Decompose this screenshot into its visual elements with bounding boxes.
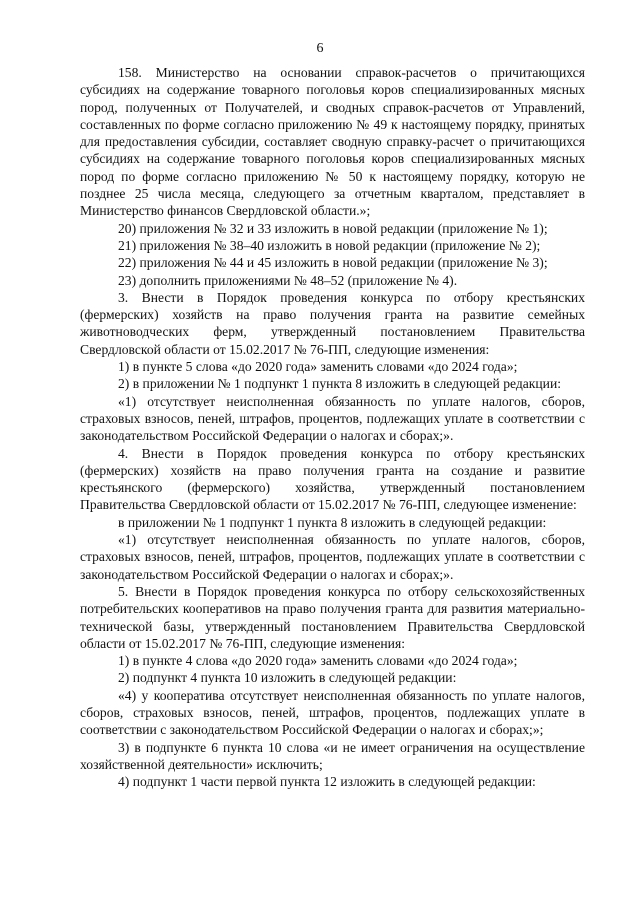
paragraph-item-21: 21) приложения № 38–40 изложить в новой редакции (приложение № 2); [118,237,541,253]
paragraph-section-3: 3. Внести в Порядок проведения конкурса по отбору крестьянских (фермерских) хозяйств на право получения гранта на развитие семейных животноводческих ферм, утвержденный постановлением Правительства Свердловской области от 15.02.2017 № 76-ПП, следующие изменения: [80,289,585,357]
paragraph-item-23: 23) дополнить приложениями № 48–52 (приложение № 4). [118,272,458,288]
paragraph-section-5-item-2: 2) подпункт 4 пункта 10 изложить в следующей редакции: [118,670,457,686]
page-number: 6 [316,41,324,56]
paragraph-section-3-quote: «1) отсутствует неисполненная обязанность по уплате налогов, сборов, страховых взносов, пеней, штрафов, процентов, подлежащих уплате в соответствии с законодательством Российской Федерации о налогах и сборах;». [80,393,585,444]
paragraph-section-5: 5. Внести в Порядок проведения конкурса по отбору сельскохозяйственных потребительских кооперативов на право получения гранта для развития материально-технической базы, утвержденный постановлением Правительства Свердловской области от 15.02.2017 № 76-ПП, следующие изменения: [80,583,585,651]
paragraph-item-22: 22) приложения № 44 и 45 изложить в новой редакции (приложение № 3); [118,255,548,271]
paragraph-section-5-item-4: 4) подпункт 1 части первой пункта 12 изложить в следующей редакции: [118,774,536,790]
paragraph-section-4-quote: «1) отсутствует неисполненная обязанность по уплате налогов, сборов, страховых взносов, пеней, штрафов, процентов, подлежащих уплате в соответствии с законодательством Российской Федерации о налогах и сборах;». [80,532,585,582]
paragraph-item-20: 20) приложения № 32 и 33 изложить в новой редакции (приложение № 1); [118,220,548,236]
document-body [80,64,585,790]
paragraph-158: 158. Министерство на основании справок-расчетов о причитающихся субсидиях на содержание товарного поголовья коров специализированных мясных пород, полученных от Получателей, и сводных справок-расчетов от Управлений, составленных по форме согласно приложению № 49 к настоящему порядку, принятых для предоставления субсидии, составляет сводную справку-расчет о причитающихся субсидиях на содержание товарного поголовья коров специализированных мясных пород по форме согласно приложению № 50 к настоящему порядку, которую не позднее 25 числа месяца, следующего за отчетным кварталом, представляет в Министерство финансов Свердловской области.»; [80,65,585,219]
paragraph-section-5-item-3: 3) в подпункте 6 пункта 10 слова «и не имеет ограничения на осуществление хозяйственной деятельности» исключить; [80,739,585,772]
paragraph-section-3-item-2: 2) в приложении № 1 подпункт 1 пункта 8 изложить в следующей редакции: [118,376,561,392]
paragraph-section-5-item-1: 1) в пункте 4 слова «до 2020 года» заменить словами «до 2024 года»; [118,653,518,669]
paragraph-section-3-item-1: 1) в пункте 5 слова «до 2020 года» заменить словами «до 2024 года»; [118,359,518,375]
paragraph-section-4: 4. Внести в Порядок проведения конкурса по отбору крестьянских (фермерских) хозяйств на право получения гранта на создание и развитие крестьянского (фермерского) хозяйства, утвержденный постановлением Правительства Свердловской области от 15.02.2017 № 76-ПП, следующее изменение: [80,445,585,513]
paragraph-section-5-quote: «4) у кооператива отсутствует неисполненная обязанность по уплате налогов, сборов, страховых взносов, пеней, штрафов, процентов, подлежащих уплате в соответствии с законодательством Российской Федерации о налогах и сборах;»; [80,687,585,738]
paragraph-section-4-change: в приложении № 1 подпункт 1 пункта 8 изложить в следующей редакции: [118,514,547,530]
